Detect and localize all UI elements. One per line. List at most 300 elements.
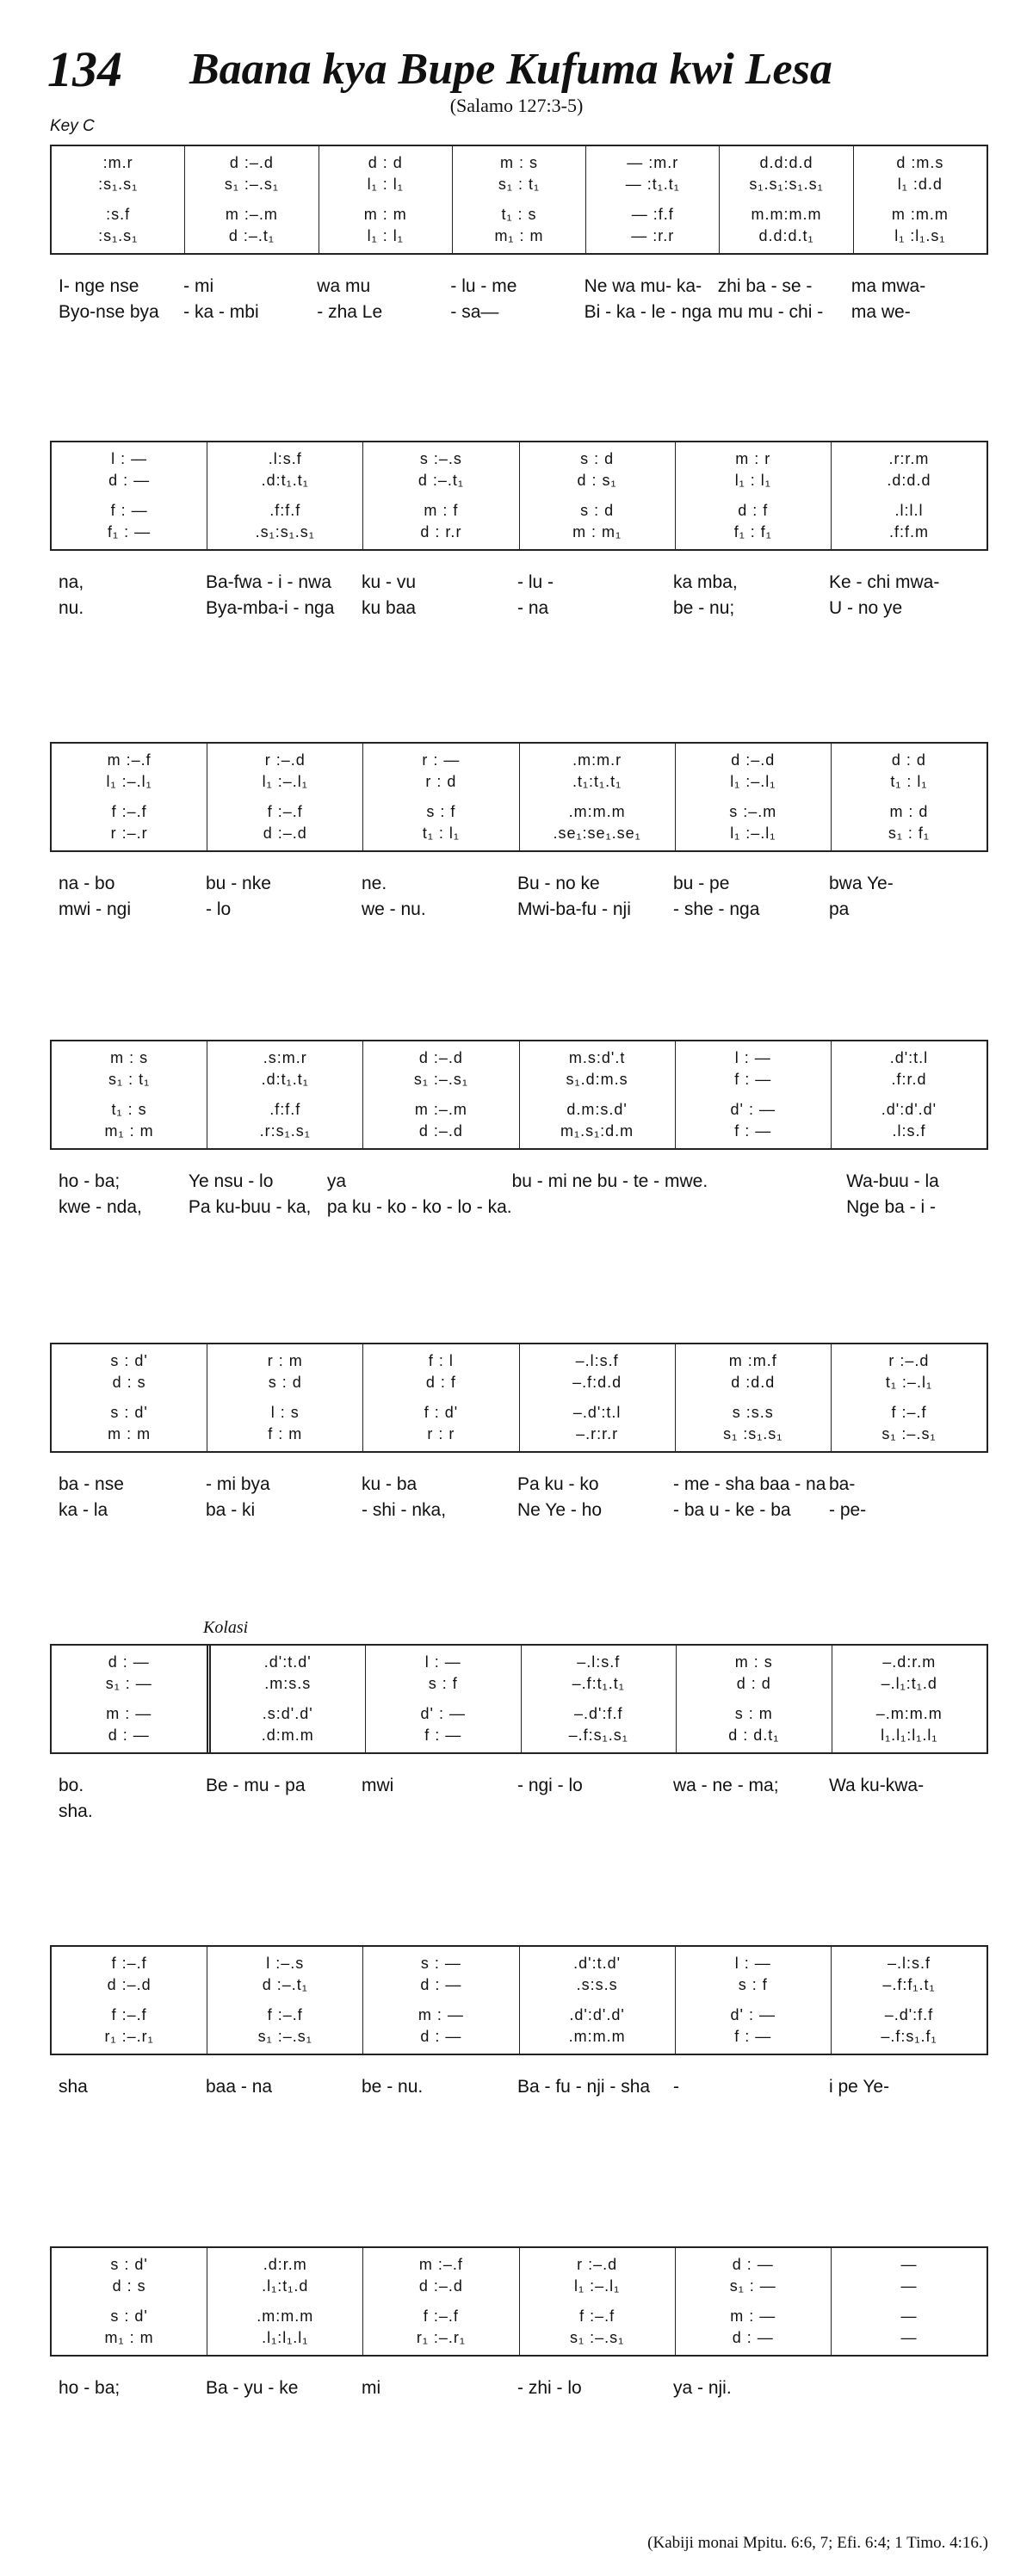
soprano-line: m : s: [499, 154, 538, 171]
footnote: (Kabiji monai Mpitu. 6:6, 7; Efi. 6:4; 1 Timo. 4:16.): [647, 2534, 988, 2552]
lyric-verse-1: Ke - chi mwa-: [829, 572, 940, 592]
lyric-verse-2: mu mu - chi -: [717, 302, 824, 322]
soprano-line: d :–.d: [418, 1049, 463, 1066]
soprano-line: l : —: [424, 1653, 461, 1671]
alto-line: d : —: [420, 1976, 462, 1993]
bass-line: d : r.r: [420, 523, 462, 541]
bass-line: s₁ :–.s₁: [570, 2329, 625, 2346]
alto-line: .d:t₁.t₁: [261, 1071, 309, 1088]
sol-fa-staff: [50, 1040, 988, 1150]
lyric-verse-1: [829, 2375, 985, 2401]
soprano-line: .d':t.d': [573, 1955, 622, 1972]
alto-line: d : s: [112, 1374, 146, 1391]
measure: [207, 744, 362, 850]
alto-line: –.f:f₁.t₁: [882, 1976, 936, 1993]
soprano-line: r :–.d: [888, 1352, 930, 1369]
bass-line: –.f:s₁.f₁: [881, 2028, 937, 2045]
lyrics-block: [50, 274, 985, 325]
soprano-line: r :–.d: [264, 751, 306, 769]
soprano-line: d : d: [368, 154, 403, 171]
sol-fa-staff: [50, 1644, 988, 1754]
bass-line: d : d.t₁: [728, 1727, 780, 1744]
alto-line: :s₁.s₁: [98, 176, 139, 193]
tenor-line: m :m.m: [891, 206, 949, 223]
tenor-line: s :–.m: [729, 803, 777, 820]
bass-line: s₁ :–.s₁: [881, 1425, 937, 1442]
bass-line: d :–.d: [418, 1122, 463, 1140]
tenor-line: d : f: [738, 502, 769, 519]
tenor-line: d' : —: [730, 1101, 776, 1118]
sol-fa-staff: [50, 145, 988, 255]
alto-line: d : f: [425, 1374, 456, 1391]
lyric-verse-2: nu.: [59, 598, 84, 618]
measure: [853, 146, 987, 253]
bass-line: r : r: [427, 1425, 455, 1442]
lyric-verse-2: [517, 1799, 673, 1825]
bass-line: d.d:d.t₁: [758, 227, 814, 244]
tenor-line: s : d': [110, 2307, 148, 2325]
soprano-line: .d':t.l: [889, 1049, 929, 1066]
bass-line: d : —: [420, 2028, 462, 2045]
alto-line: d :–.d: [107, 1976, 152, 1993]
lyric-verse-1: bwa Ye-: [829, 874, 894, 893]
lyric-verse-2: U - no ye: [829, 598, 903, 618]
lyric-verse-2: [517, 2100, 673, 2126]
lyric-verse-1: mwi: [362, 1776, 394, 1795]
measure: [362, 1041, 518, 1148]
bass-line: f₁ : —: [108, 523, 152, 541]
lyric-verse-2: [206, 1799, 362, 1825]
lyric-verse-1: Be - mu - pa: [206, 1776, 306, 1795]
measure: [519, 744, 675, 850]
lyric-verse-1: -: [673, 2077, 679, 2097]
tenor-line: m :–.m: [225, 206, 278, 223]
soprano-line: m : r: [735, 450, 771, 467]
lyric-verse-1: ho - ba;: [59, 1171, 121, 1191]
lyric-verse-1: bu - pe: [673, 874, 730, 893]
lyric-verse-2: [206, 2100, 362, 2126]
bass-line: s₁ : f₁: [888, 825, 931, 842]
bass-line: –.f:s₁.s₁: [568, 1727, 628, 1744]
lyric-verse-2: [829, 2100, 985, 2126]
soprano-line: s : —: [420, 1955, 461, 1972]
bass-line: r :–.r: [110, 825, 148, 842]
alto-line: .f:r.d: [891, 1071, 927, 1088]
tenor-line: :s.f: [106, 206, 131, 223]
bass-line: d :–.t₁: [228, 227, 275, 244]
measure: [365, 1646, 521, 1752]
alto-line: .d:t₁.t₁: [261, 472, 309, 489]
bass-line: l₁ :l₁.s₁: [894, 227, 946, 244]
measure: [207, 1646, 366, 1752]
lyric-verse-2: [829, 2401, 985, 2427]
bass-line: s₁ :–.s₁: [257, 2028, 312, 2045]
measure: [675, 1947, 831, 2054]
tenor-line: s : d': [110, 1404, 148, 1421]
measure: [521, 1646, 677, 1752]
sol-fa-staff: [50, 1945, 988, 2055]
lyric-verse-1: ya - nji.: [673, 2378, 732, 2398]
alto-line: — :t₁.t₁: [625, 176, 680, 193]
soprano-line: .d':t.d': [263, 1653, 312, 1671]
lyric-verse-2: [829, 1799, 985, 1825]
lyric-verse-1: - zhi - lo: [517, 2378, 582, 2398]
measure: [207, 442, 362, 549]
bass-line: –.r:r.r: [576, 1425, 619, 1442]
measure: [675, 1041, 831, 1148]
sol-fa-staff: [50, 2246, 988, 2357]
soprano-line: d : —: [732, 2256, 774, 2273]
soprano-line: d :–.d: [229, 154, 274, 171]
alto-line: s : f: [428, 1675, 458, 1692]
soprano-line: l : —: [111, 450, 148, 467]
lyric-verse-1: Bu - no ke: [517, 874, 600, 893]
lyrics-block: [50, 2375, 985, 2427]
lyric-verse-2: [50, 2100, 206, 2126]
measure: [719, 146, 852, 253]
bass-line: l₁ : l₁: [367, 227, 404, 244]
lyric-verse-1: - mi bya: [206, 1474, 270, 1494]
lyric-verse-2: [708, 1195, 846, 1220]
alto-line: s₁ :–.s₁: [224, 176, 279, 193]
tenor-line: f :–.f: [111, 803, 147, 820]
tenor-line: t₁ : s: [501, 206, 537, 223]
bass-line: .m:m.m: [568, 2028, 626, 2045]
bass-line: m : m₁: [572, 523, 622, 541]
alto-line: .d:d.d: [887, 472, 931, 489]
tenor-line: d' : —: [730, 2006, 776, 2023]
bass-line: s₁ :s₁.s₁: [723, 1425, 783, 1442]
alto-line: d : s: [112, 2277, 146, 2295]
lyric-verse-1: Wa-buu - la: [846, 1171, 939, 1191]
soprano-line: s : d': [110, 1352, 148, 1369]
soprano-line: m :–.f: [107, 751, 152, 769]
lyric-verse-1: ma mwa-: [851, 276, 926, 296]
tenor-line: m : —: [418, 2006, 464, 2023]
lyric-verse-2: Bya-mba-i - nga: [206, 598, 335, 618]
lyrics-block: [50, 2074, 985, 2126]
tenor-line: .s:d'.d': [262, 1705, 313, 1722]
bass-line: d : —: [108, 1727, 150, 1744]
tenor-line: .l:l.l: [894, 502, 924, 519]
lyric-verse-2: [512, 1195, 708, 1220]
alto-line: l₁ :–.l₁: [106, 773, 152, 790]
alto-line: d :d.d: [731, 1374, 776, 1391]
lyric-verse-1: i pe Ye-: [829, 2077, 890, 2097]
soprano-line: m.s:d'.t: [568, 1049, 626, 1066]
lyric-verse-1: Ne wa mu- ka-: [584, 276, 702, 296]
alto-line: t₁ :–.l₁: [885, 1374, 933, 1391]
tenor-line: .d':d'.d': [881, 1101, 937, 1118]
alto-line: l₁ :–.l₁: [730, 773, 776, 790]
bass-line: m : m: [108, 1425, 152, 1442]
soprano-line: f : l: [428, 1352, 454, 1369]
soprano-line: —: [900, 2256, 918, 2273]
lyric-verse-2: [362, 1799, 517, 1825]
measure: [362, 2248, 518, 2355]
lyric-verse-1: Ba - yu - ke: [206, 2378, 299, 2398]
tenor-line: m : m: [363, 206, 407, 223]
bass-line: —: [900, 2329, 918, 2346]
lyric-verse-1: ne.: [362, 874, 387, 893]
soprano-line: d :–.d: [731, 751, 776, 769]
lyrics-block: [50, 1773, 985, 1825]
lyric-verse-2: - zha Le: [317, 302, 383, 322]
lyric-verse-1: Ye nsu - lo: [188, 1171, 274, 1191]
lyric-verse-1: bo.: [59, 1776, 84, 1795]
bass-line: m₁ : m: [494, 227, 544, 244]
soprano-line: r : —: [422, 751, 461, 769]
bass-line: l₁ :–.l₁: [730, 825, 776, 842]
bass-line: m₁ : m: [104, 1122, 154, 1140]
lyric-verse-2: - ka - mbi: [183, 302, 259, 322]
sol-fa-staff: [50, 1343, 988, 1453]
soprano-line: –.l:s.f: [575, 1352, 619, 1369]
measure: [52, 2248, 207, 2355]
tenor-line: –.d':f.f: [574, 1705, 623, 1722]
lyric-verse-2: [673, 1799, 829, 1825]
lyric-verse-1: ba - nse: [59, 1474, 124, 1494]
tenor-line: m :–.m: [414, 1101, 467, 1118]
tenor-line: –.d':f.f: [884, 2006, 934, 2023]
lyric-verse-1: ba-: [829, 1474, 856, 1494]
alto-line: s₁ : —: [105, 1675, 152, 1692]
soprano-line: f :–.f: [111, 1955, 147, 1972]
hymn-number: 134: [47, 41, 122, 97]
tenor-line: t₁ : s: [111, 1101, 147, 1118]
soprano-line: d :m.s: [896, 154, 944, 171]
soprano-line: s :–.s: [419, 450, 462, 467]
soprano-line: m :m.f: [728, 1352, 777, 1369]
soprano-line: s : d': [110, 2256, 148, 2273]
measure: [831, 1344, 987, 1451]
tenor-line: .m:m.m: [568, 803, 626, 820]
lyric-verse-1: mi: [362, 2378, 381, 2398]
lyric-verse-2: pa: [829, 899, 850, 919]
lyric-verse-1: ku - ba: [362, 1474, 418, 1494]
lyric-verse-1: - lu - me: [450, 276, 517, 296]
soprano-line: d : —: [108, 1653, 150, 1671]
soprano-line: m :–.f: [418, 2256, 463, 2273]
lyric-verse-1: - mi: [183, 276, 214, 296]
alto-line: l₁ :–.l₁: [574, 2277, 621, 2295]
alto-line: d :–.t₁: [418, 472, 464, 489]
lyric-verse-2: Mwi-ba-fu - nji: [517, 899, 631, 919]
lyric-verse-2: [673, 2401, 829, 2427]
bass-line: m₁ : m: [104, 2329, 154, 2346]
tenor-line: d.m:s.d': [566, 1101, 628, 1118]
lyric-verse-2: [362, 2401, 517, 2427]
bass-line: .se₁:se₁.se₁: [553, 825, 641, 842]
tenor-line: s : f: [426, 803, 456, 820]
lyric-verse-1: - lu -: [517, 572, 554, 592]
soprano-line: m : s: [110, 1049, 149, 1066]
tenor-line: f : d': [424, 1404, 459, 1421]
measure: [52, 1344, 207, 1451]
measure: [675, 1344, 831, 1451]
alto-line: d :–.t₁: [262, 1976, 308, 1993]
tenor-line: f :–.f: [111, 2006, 147, 2023]
lyric-verse-2: pa ku - ko - ko - lo - ka.: [326, 1197, 512, 1217]
lyric-verse-1: ku - vu: [362, 572, 417, 592]
bass-line: d : —: [732, 2329, 774, 2346]
lyric-verse-1: wa mu: [317, 276, 371, 296]
measure: [362, 1947, 518, 2054]
lyric-verse-2: ba - ki: [206, 1500, 256, 1520]
measure: [831, 2248, 987, 2355]
bass-line: .d:m.m: [261, 1727, 314, 1744]
lyric-verse-2: [50, 2401, 206, 2427]
bass-line: f : —: [734, 1122, 772, 1140]
measure: [831, 442, 987, 549]
alto-line: s₁.d:m.s: [566, 1071, 628, 1088]
lyric-verse-2: - she - nga: [673, 899, 760, 919]
tenor-line: –.m:m.m: [875, 1705, 943, 1722]
tenor-line: .d':d'.d': [569, 2006, 625, 2023]
key-signature: Key C: [50, 117, 95, 135]
lyric-verse-1: - ngi - lo: [517, 1776, 583, 1795]
soprano-line: .s:m.r: [263, 1049, 307, 1066]
measure: [832, 1646, 987, 1752]
bass-line: .l₁:l₁.l₁: [262, 2329, 309, 2346]
alto-line: —: [900, 2277, 918, 2295]
tenor-line: .m:m.m: [257, 2307, 314, 2325]
measure: [362, 1344, 518, 1451]
measure: [831, 1947, 987, 2054]
measure: [52, 146, 184, 253]
measure: [207, 1344, 362, 1451]
tenor-line: .f:f.f: [269, 502, 301, 519]
lyric-verse-2: - sa—: [450, 302, 499, 322]
soprano-line: d : d: [891, 751, 926, 769]
bass-line: f : —: [734, 2028, 772, 2045]
tenor-line: f :–.f: [267, 803, 303, 820]
lyric-verse-1: na - bo: [59, 874, 115, 893]
measure: [207, 1947, 362, 2054]
lyric-verse-2: [517, 2401, 673, 2427]
lyric-verse-1: be - nu.: [362, 2077, 424, 2097]
soprano-line: l :–.s: [266, 1955, 305, 1972]
soprano-line: :m.r: [102, 154, 133, 171]
bass-line: f : —: [424, 1727, 462, 1744]
measure: [519, 1344, 675, 1451]
tenor-line: .f:f.f: [269, 1101, 301, 1118]
lyric-verse-2: Pa ku-buu - ka,: [188, 1197, 312, 1217]
bass-line: :s₁.s₁: [98, 227, 139, 244]
lyric-verse-2: - na: [517, 598, 549, 618]
lyric-verse-2: [673, 2100, 829, 2126]
measure: [362, 442, 518, 549]
alto-line: l₁ :d.d: [897, 176, 943, 193]
tenor-line: f :–.f: [423, 2307, 459, 2325]
alto-line: s₁ : —: [729, 2277, 776, 2295]
measure: [452, 146, 585, 253]
tenor-line: f :–.f: [891, 1404, 927, 1421]
lyric-verse-2: - lo: [206, 899, 232, 919]
alto-line: s₁ : t₁: [108, 1071, 151, 1088]
scripture-reference: (Salamo 127:3-5): [449, 95, 584, 116]
soprano-line: –.l:s.f: [577, 1653, 621, 1671]
lyric-verse-2: mwi - ngi: [59, 899, 132, 919]
soprano-line: — :m.r: [627, 154, 679, 171]
bass-line: .r:s₁.s₁: [259, 1122, 311, 1140]
soprano-line: .m:m.r: [572, 751, 622, 769]
alto-line: .s:s.s: [576, 1976, 618, 1993]
lyric-verse-1: zhi ba - se -: [717, 276, 813, 296]
tenor-line: m : f: [424, 502, 459, 519]
tenor-line: f :–.f: [267, 2006, 303, 2023]
measure: [184, 146, 318, 253]
lyric-verse-2: - ba u - ke - ba: [673, 1500, 791, 1520]
tenor-line: f : —: [110, 502, 148, 519]
measure: [207, 1041, 362, 1148]
alto-line: l₁ :–.l₁: [262, 773, 308, 790]
bass-line: t₁ : l₁: [422, 825, 460, 842]
lyric-verse-1: sha: [59, 2077, 88, 2097]
measure: [676, 1646, 832, 1752]
alto-line: .l₁:t₁.d: [262, 2277, 309, 2295]
lyric-verse-2: [362, 2100, 517, 2126]
soprano-line: .l:s.f: [268, 450, 302, 467]
tenor-line: m : d: [889, 803, 929, 820]
bass-line: .f:f.m: [888, 523, 929, 541]
lyric-verse-2: sha.: [59, 1801, 93, 1821]
lyrics-block: [50, 871, 985, 923]
soprano-line: .r:r.m: [888, 450, 930, 467]
measure: [52, 1646, 207, 1752]
measure: [52, 442, 207, 549]
tenor-line: m.m:m.m: [751, 206, 822, 223]
lyric-verse-1: bu - mi ne bu - te - mwe.: [511, 1171, 708, 1191]
measure: [519, 1041, 675, 1148]
soprano-line: m : s: [734, 1653, 773, 1671]
tenor-line: d' : —: [420, 1705, 466, 1722]
alto-line: s₁ : t₁: [498, 176, 541, 193]
tenor-line: s : m: [734, 1705, 773, 1722]
sol-fa-staff: [50, 742, 988, 852]
measure: [519, 442, 675, 549]
alto-line: .m:s.s: [264, 1675, 312, 1692]
alto-line: s₁ :–.s₁: [413, 1071, 469, 1088]
alto-line: d : s₁: [577, 472, 617, 489]
measure: [319, 146, 452, 253]
tenor-line: m : —: [106, 1705, 152, 1722]
soprano-line: –.d:r.m: [882, 1653, 937, 1671]
soprano-line: l : —: [734, 1049, 771, 1066]
lyric-verse-2: - pe-: [829, 1500, 867, 1520]
lyric-verse-1: Wa ku-kwa-: [829, 1776, 925, 1795]
lyric-verse-1: Ba-fwa - i - nwa: [206, 572, 331, 592]
bass-line: d :–.d: [263, 825, 307, 842]
bass-line: r₁ :–.r₁: [416, 2329, 466, 2346]
tenor-line: s : d: [580, 502, 615, 519]
bass-line: l₁.l₁:l₁.l₁: [881, 1727, 938, 1744]
bass-line: f₁ : f₁: [733, 523, 772, 541]
hymn-title: Baana kya Bupe Kufuma kwi Lesa: [189, 45, 832, 94]
lyrics-block: [50, 1472, 985, 1523]
bass-line: f : m: [268, 1425, 303, 1442]
bass-line: .s₁:s₁.s₁: [255, 523, 315, 541]
bass-line: — :r.r: [631, 227, 675, 244]
alto-line: l₁ : l₁: [367, 176, 404, 193]
soprano-line: .d:r.m: [263, 2256, 307, 2273]
lyrics-block: [50, 570, 985, 621]
sol-fa-staff: [50, 441, 988, 551]
measure: [52, 1947, 207, 2054]
measure: [519, 1947, 675, 2054]
measure: [675, 2248, 831, 2355]
measure: [831, 744, 987, 850]
